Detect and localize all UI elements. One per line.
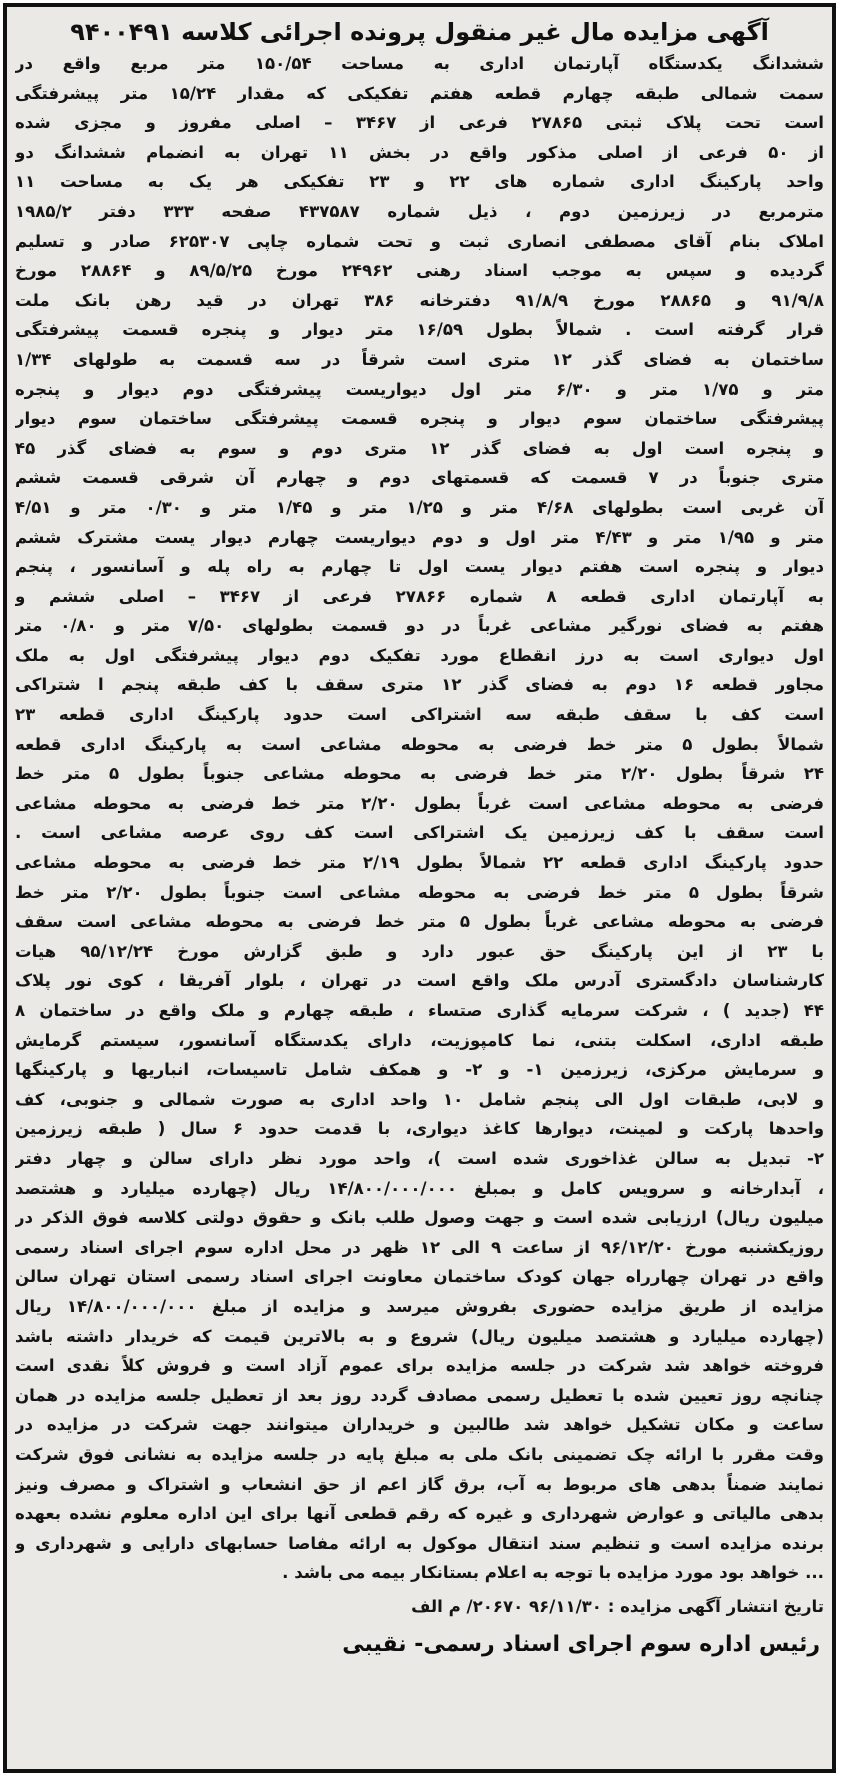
notice-line: واحدها پارکت و لمینت، دیوارها کاغذ دیواری، با قدمت حدود ۶ سال ( طبقه زیرزمین [15,1119,824,1139]
notice-line: مزایده از طریق مزایده حضوری بفروش میرسد و مزایده از مبلغ ۱۴/۸۰۰/۰۰۰/۰۰۰ ریال [15,1296,824,1316]
notice-line: از ۵۰ فرعی از اصلی مذکور واقع در بخش ۱۱ تهران به انضمام ششدانگ دو [15,142,824,162]
notice-title: آگهی مزایده مال غیر منقول پرونده اجرائی کلاسه ۹۴۰۰۴۹۱ [70,18,769,46]
notice-line: حدود پارکینگ اداری قطعه ۲۲ شمالاً بطول ۲/۱۹ متر خط فرضی به محوطه مشاعی [15,853,824,873]
notice-line: آن غربی است بطولهای ۴/۶۸ متر و ۱/۲۵ متر و ۱/۴۵ متر و ۰/۳۰ متر و ۴/۵۱ [15,497,824,517]
notice-line: پیشرفتگی ساختمان سوم دیوار و پنجره قسمت پیشرفتگی ساختمان سوم دیوار [15,409,824,429]
notice-line: با ۲۳ از این پارکینگ حق عبور دارد و طبق گزارش مورخ ۹۵/۱۲/۲۴ هیات [15,941,824,961]
notice-line: قرار گرفته است . شمالاً بطول ۱۶/۵۹ متر دیوار و پنجره قسمت پیشرفتگی [15,320,824,340]
notice-line: کارشناسان دادگستری آدرس ملک واقع است در تهران ، بلوار آفریقا ، کوی نور پلاک [15,971,824,991]
notice-line: فرضی به محوطه مشاعی است غرباً بطول ۲/۲۰ متر خط فرضی به محوطه مشاعی [15,793,824,813]
notice-line: چنانچه روز تعیین شده با تعطیل رسمی مصادف گردد روز بعد از تعطیل جلسه مزایده در همان [15,1385,824,1405]
notice-line: متر و ۱/۷۵ متر و ۶/۳۰ متر اول دیواریست پیشرفتگی دوم دیوار و پنجره [15,379,824,399]
notice-line: نمایند ضمناً بدهی های مربوط به آب، برق گاز اعم از حق انشعاب و اشتراک و مصرف ونیز [15,1474,824,1494]
notice-line: شمالاً بطول ۵ متر خط فرضی به محوطه مشاعی است به پارکینگ اداری قطعه [15,734,824,754]
notice-line: ۹۱/۹/۸ و ۲۸۸۶۵ مورخ ۹۱/۸/۹ دفترخانه ۳۸۶ تهران در قید رهن بانک ملت [15,290,824,310]
notice-line: فرضی به محوطه مشاعی غرباً بطول ۵ متر خط فرضی به محوطه مشاعی است سقف [15,912,824,932]
notice-line: ۲۴ شرقاً بطول ۲/۲۰ متر خط فرضی به محوطه مشاعی جنوباً بطول ۵ متر خط [15,764,824,784]
notice-line: واقع در تهران چهارراه جهان کودک ساختمان معاونت اجرای اسناد رسمی استان تهران سالن [15,1267,824,1287]
notice-line: مترمربع در زیرزمین دوم ، ذیل شماره ۴۳۷۵۸۷ صفحه ۳۳۳ دفتر ۱۹۸۵/۲ [15,201,824,221]
notice-line: سمت شمالی طبقه چهارم قطعه هفتم تفکیکی که مقدار ۱۵/۲۴ متر پیشرفتگی [15,83,824,103]
signature: رئیس اداره سوم اجرای اسناد رسمی- نقیبی [342,1631,820,1657]
notice-line: است سقف با کف زیرزمین یک اشتراکی است کف روی عرصه مشاعی است . [15,823,824,843]
notice-line: واحد پارکینگ اداری شماره های ۲۲ و ۲۳ تفکیکی هر یک به مساحت ۱۱ [15,172,824,192]
notice-line: ۴۴ (جدید ) ، شرکت سرمایه گذاری صتساء ، طبقه چهارم و ملک واقع در ساختمان ۸ [15,1001,824,1020]
notice-line: متری جنوباً در ۷ قسمت که قسمتهای دوم و چهارم آن شرقی قسمت ششم [15,468,824,488]
notice-frame [3,3,836,1773]
notice-line: برنده مزایده است و تنظیم سند انتقال موکول به ارائه مفاصا حسابهای دارایی و شهرداری و [15,1533,824,1553]
notice-line: ، آبدارخانه و سرویس کامل و بمبلغ ۱۴/۸۰۰/۰۰۰/۰۰۰ ریال (چهارده میلیارد و هشتصد [15,1178,824,1198]
notice-line: مجاور قطعه ۱۶ دوم به فضای گذر ۱۲ متری سقف با کف طبقه پنجم ا شتراکی [15,675,824,695]
notice-line: است تحت پلاک ثبتی ۲۷۸۶۵ فرعی از ۳۴۶۷ – اصلی مفروز و مجزی شده [15,113,824,133]
notice-line: روزیکشنبه مورخ ۹۶/۱۲/۲۰ از ساعت ۹ الی ۱۲ ظهر در محل اداره سوم اجرای اسناد رسمی [15,1237,824,1257]
notice-line: ساختمان به فضای گذر ۱۲ متری است شرقاً در سه قسمت به طولهای ۱/۳۴ [15,349,824,369]
notice-line: و سرمایش مرکزی، زیرزمین ۱- و ۲- و همکف شامل تاسیسات، انباریها و پارکینگها [15,1060,824,1080]
notice-line: ساعت و مکان تشکیل خواهد شد طالبین و خریداران میتوانند جهت شرکت در مزایده در [15,1415,824,1435]
notice-line: وقت مقرر با ارائه چک تضمینی بانک ملی به مبلغ پایه در جلسه مزایده به نشانی فوق شرکت [15,1444,824,1464]
notice-line: ششدانگ یکدستگاه آپارتمان اداری به مساحت ۱۵۰/۵۴ متر مربع واقع در [15,54,824,73]
publication-date: تاریخ انتشار آگهی مزایده : ۹۶/۱۱/۳۰ ۲۰۶۷۰/ م الف [411,1596,824,1616]
notice-line: طبقه اداری، اسکلت بتنی، نما کامپوزیت، دارای یکدستگاه آسانسور، سیستم گرمایش [15,1030,824,1050]
notice-line: اول دیواری است به درز انقطاع مورد تفکیک دوم دیوار پیشرفتگی اول به ملک [15,645,824,665]
notice-line: شرقاً بطول ۵ متر خط فرضی به محوطه مشاعی است جنوباً بطول ۲/۲۰ متر خط [15,882,824,902]
notice-line: است کف با سقف طبقه سه اشتراکی است حدود پارکینگ اداری قطعه ۲۳ [15,705,824,725]
notice-line: متر و ۱/۹۵ متر و ۴/۴۳ متر اول و دوم دیواریست چهارم دیوار یست مشترک ششم [15,527,824,547]
notice-line: هفتم به فضای نورگیر مشاعی غرباً در دو قسمت بطولهای ۷/۵۰ متر و ۰/۸۰ متر [15,616,824,636]
notice-body [7,49,832,1588]
notice-line: و لابی، طبقات اول الی پنجم شامل ۱۰ واحد اداری به صورت شمالی و جنوبی، کف [15,1089,824,1109]
notice-line: و پنجره است اول به فضای گذر ۱۲ متری دوم و سوم به فضای گذر ۴۵ [15,438,824,458]
notice-line: میلیون ریال) ارزیابی شده است و جهت وصول طلب بانک و حقوق دولتی کلاسه فوق الذکر در [15,1208,824,1228]
notice-line: فروخته خواهد شد شرکت در جلسه مزایده برای عموم آزاد است و فروش کلاً نقدی است [15,1356,824,1376]
notice-line: (چهارده میلیارد و هشتصد میلیون ریال) شروع و به بالاترین قیمت که خریدار داشته باشد [15,1326,824,1346]
notice-line: املاک بنام آقای مصطفی انصاری ثبت و تحت شماره چاپی ۶۲۵۳۰۷ صادر و تسلیم [15,231,824,251]
notice-line: به آپارتمان اداری قطعه ۸ شماره ۲۷۸۶۶ فرعی از ۳۴۶۷ – اصلی ششم و [15,586,824,606]
notice-line: گردیده و سپس به موجب اسناد رهنی ۲۴۹۶۲ مورخ ۸۹/۵/۲۵ و ۲۸۸۶۴ مورخ [15,261,824,281]
notice-line: ... خواهد بود مورد مزایده با توجه به اعلام بستانکار بیمه می باشد . [282,1563,824,1583]
notice-line: بدهی مالیاتی و عوارض شهرداری و غیره که رقم قطعی آنها برای این اداره معلوم نشده بعهده [15,1504,824,1524]
notice-line: دیوار و پنجره است هفتم دیوار یست اول تا چهارم به راه پله و آسانسور ، پنجم [15,557,824,577]
notice-line: ۲- تبدیل به سالن غذاخوری شده است )، واحد مورد نظر دارای سالن و چهار دفتر [15,1148,824,1168]
